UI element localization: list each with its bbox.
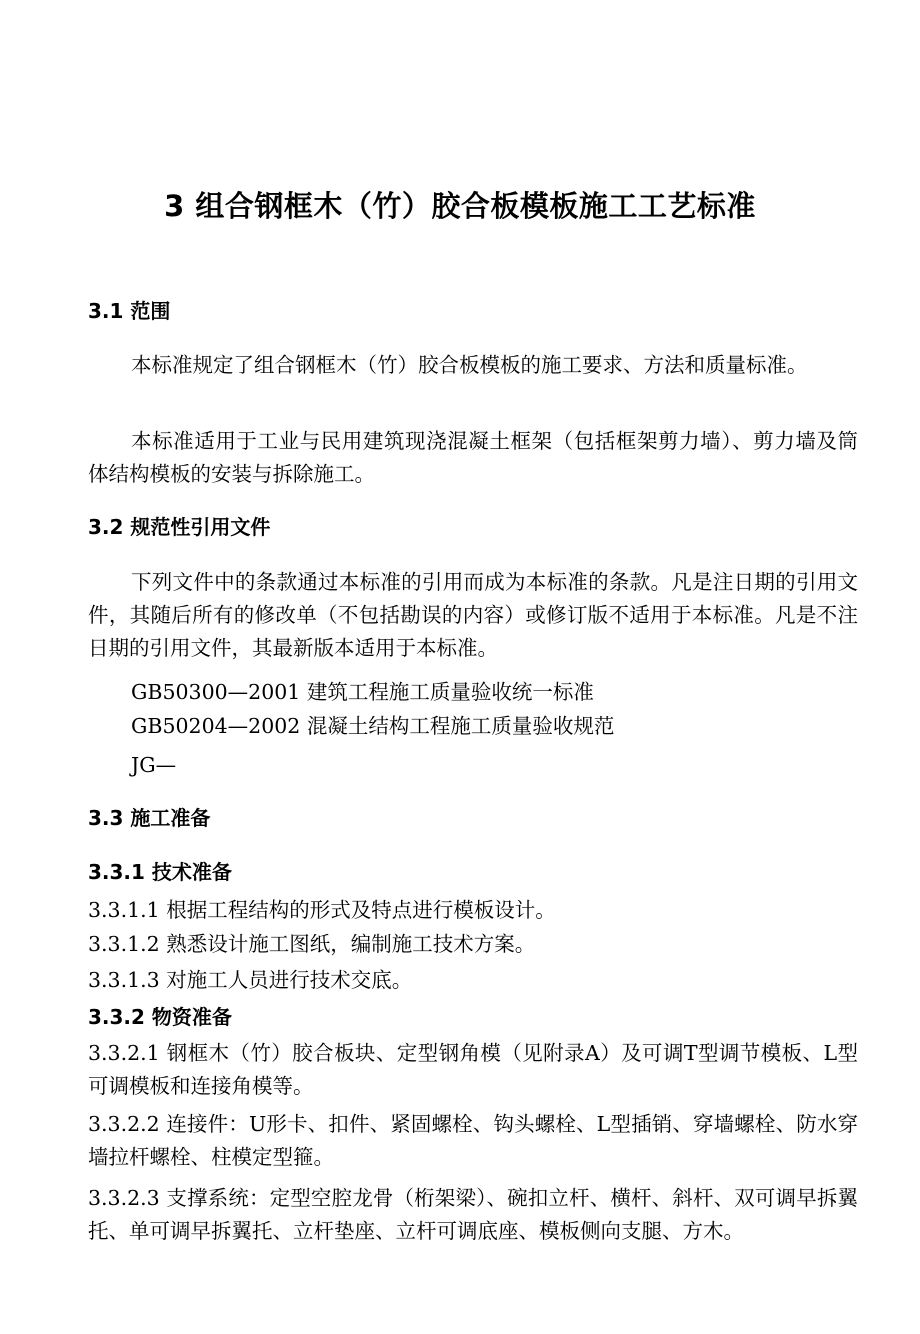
clause-item: 3.3.1.3 对施工人员进行技术交底。 <box>88 968 413 992</box>
section-heading-references: 3.2 规范性引用文件 <box>88 515 271 539</box>
paragraph-scope-1: 本标准规定了组合钢框木（竹）胶合板模板的施工要求、方法和质量标准。 <box>131 353 808 377</box>
clause-item: 3.3.2.1 钢框木（竹）胶合板块、定型钢角模（见附录A）及可调T型调节模板、L型可调模板和连接角模等。 <box>88 1041 858 1098</box>
subsection-heading-materials: 3.3.2 物资准备 <box>88 1005 232 1029</box>
clause-item: 3.3.2.3 支撑系统：定型空腔龙骨（桁架梁）、碗扣立杆、横杆、斜杆、双可调早拆翼托、单可调早拆翼托、立杆垫座、立杆可调底座、模板侧向支腿、方木。 <box>88 1186 858 1243</box>
reference-item: GB50204—2002 混凝土结构工程施工质量验收规范 <box>131 714 615 738</box>
reference-item: GB50300—2001 建筑工程施工质量验收统一标准 <box>131 680 594 704</box>
paragraph-references: 下列文件中的条款通过本标准的引用而成为本标准的条款。凡是注日期的引用文件，其随后所有的修改单（不包括勘误的内容）或修订版不适用于本标准。凡是不注日期的引用文件，其最新版本适用于本标准。 <box>88 570 858 660</box>
section-heading-scope: 3.1 范围 <box>88 299 171 323</box>
section-heading-preparation: 3.3 施工准备 <box>88 806 211 830</box>
clause-item: 3.3.1.1 根据工程结构的形式及特点进行模板设计。 <box>88 898 556 922</box>
paragraph-scope-2: 本标准适用于工业与民用建筑现浇混凝土框架（包括框架剪力墙）、剪力墙及筒体结构模板的安装与拆除施工。 <box>88 429 858 486</box>
document-title: 3 组合钢框木（竹）胶合板模板施工工艺标准 <box>164 189 756 223</box>
clause-item: 3.3.2.2 连接件：U形卡、扣件、紧固螺栓、钩头螺栓、L型插销、穿墙螺栓、防水穿墙拉杆螺栓、柱模定型箍。 <box>88 1112 858 1169</box>
subsection-heading-technical: 3.3.1 技术准备 <box>88 860 232 884</box>
reference-item: JG— <box>131 753 177 777</box>
clause-item: 3.3.1.2 熟悉设计施工图纸，编制施工技术方案。 <box>88 932 536 956</box>
